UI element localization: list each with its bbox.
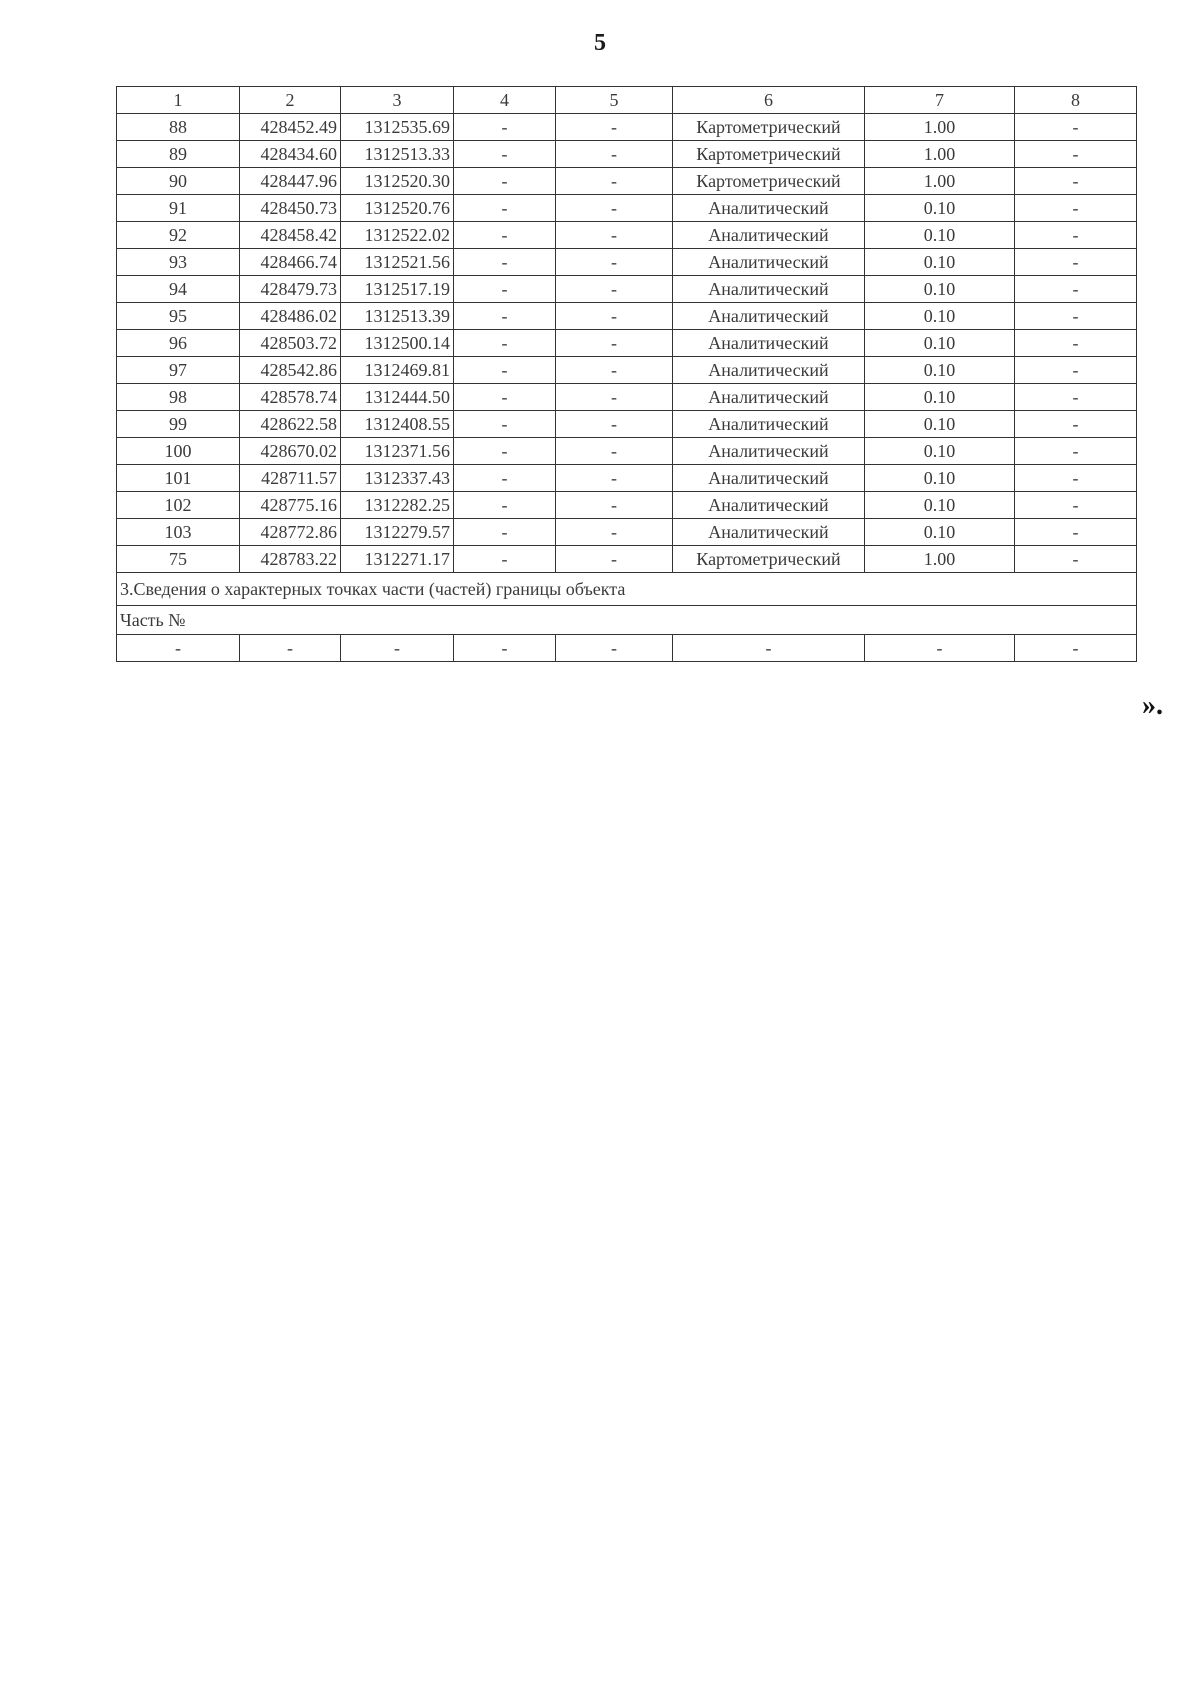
table-cell-col-4: - [454, 492, 556, 519]
table-cell-col-7: 1.00 [865, 546, 1015, 573]
table-cell-col-5: - [556, 546, 673, 573]
table-cell-col-4: - [454, 303, 556, 330]
table-cell-col-7: 0.10 [865, 330, 1015, 357]
table-cell-col-1: 1 [117, 87, 240, 114]
table-cell-col-5: - [556, 195, 673, 222]
table-cell-col-6: Аналитический [673, 519, 865, 546]
table-cell-col-3: 1312282.25 [341, 492, 454, 519]
table-cell-col-6: Аналитический [673, 465, 865, 492]
table-row [117, 222, 1137, 249]
table-cell-col-8: - [1015, 519, 1137, 546]
table-cell-col-2: 428503.72 [240, 330, 341, 357]
table-cell-col-3: 1312371.56 [341, 438, 454, 465]
table-cell-col-2: 428486.02 [240, 303, 341, 330]
table-cell-col-8: - [1015, 384, 1137, 411]
table-cell-col-1: 98 [117, 384, 240, 411]
table-cell-col-7: 1.00 [865, 168, 1015, 195]
table-cell-col-1: 96 [117, 330, 240, 357]
table-row [117, 384, 1137, 411]
table-cell-col-2: 428466.74 [240, 249, 341, 276]
coordinates-table [116, 86, 1137, 662]
table-cell-col-4: - [454, 357, 556, 384]
table-cell-col-1: 97 [117, 357, 240, 384]
table-row [117, 492, 1137, 519]
table-cell-col-3: 1312520.76 [341, 195, 454, 222]
table-cell-col-2: 428447.96 [240, 168, 341, 195]
table-cell-col-6: Аналитический [673, 357, 865, 384]
table-cell-col-1: 100 [117, 438, 240, 465]
table-cell-col-7: 0.10 [865, 384, 1015, 411]
table-cell-col-3: 1312522.02 [341, 222, 454, 249]
table-cell-col-6: Аналитический [673, 438, 865, 465]
table-cell-col-6: 6 [673, 87, 865, 114]
table-cell-col-8: - [1015, 438, 1137, 465]
table-cell-col-7: 0.10 [865, 276, 1015, 303]
table-cell-col-6: Аналитический [673, 492, 865, 519]
table-cell-col-6: Аналитический [673, 249, 865, 276]
table-cell-col-1: 91 [117, 195, 240, 222]
table-cell-col-4: - [454, 438, 556, 465]
table-cell-col-2: 428452.49 [240, 114, 341, 141]
table-cell-col-3: 1312408.55 [341, 411, 454, 438]
table-cell-col-2: 428711.57 [240, 465, 341, 492]
table-cell-col-1: 102 [117, 492, 240, 519]
table-cell-col-1: 101 [117, 465, 240, 492]
table-cell-col-6: Аналитический [673, 330, 865, 357]
table-cell-col-7: 0.10 [865, 519, 1015, 546]
table-row [117, 114, 1137, 141]
table-row [117, 276, 1137, 303]
table-row [117, 546, 1137, 573]
table-cell-col-7: 0.10 [865, 303, 1015, 330]
table-cell-col-7: 0.10 [865, 411, 1015, 438]
table-cell-col-8: - [1015, 195, 1137, 222]
table-cell-col-1: 93 [117, 249, 240, 276]
table-cell-col-8: - [1015, 411, 1137, 438]
table-cell-col-1: 75 [117, 546, 240, 573]
table-cell-col-5: - [556, 303, 673, 330]
table-cell-col-7: 0.10 [865, 465, 1015, 492]
table-cell-col-8: - [1015, 222, 1137, 249]
table-cell-col-7: 0.10 [865, 492, 1015, 519]
table-cell-col-5: - [556, 357, 673, 384]
table-cell-col-6: Аналитический [673, 411, 865, 438]
section-heading-row [117, 573, 1137, 606]
table-cell-col-4: - [454, 411, 556, 438]
table-row [117, 330, 1137, 357]
table-cell-col-6: Картометрический [673, 141, 865, 168]
table-cell-col-2: 428458.42 [240, 222, 341, 249]
table-cell-col-8: - [1015, 357, 1137, 384]
table-cell-col-4: - [454, 384, 556, 411]
table-row [117, 411, 1137, 438]
table-cell-col-1: 88 [117, 114, 240, 141]
table-cell-col-4: - [454, 330, 556, 357]
table-cell-col-3: 1312520.30 [341, 168, 454, 195]
table-cell-col-1: 103 [117, 519, 240, 546]
table-cell-col-1: - [117, 635, 240, 662]
table-cell-col-6: Картометрический [673, 114, 865, 141]
table-cell-col-2: 428772.86 [240, 519, 341, 546]
table-cell-col-2: 428450.73 [240, 195, 341, 222]
closing-quote: ». [1142, 690, 1163, 721]
page-number: 5 [594, 30, 606, 56]
table-cell-col-6: Аналитический [673, 384, 865, 411]
table-cell-col-3: 1312521.56 [341, 249, 454, 276]
table-cell-col-1: 90 [117, 168, 240, 195]
table-cell-col-3: 1312517.19 [341, 276, 454, 303]
table-cell-col-5: - [556, 249, 673, 276]
table-cell-col-6: Аналитический [673, 276, 865, 303]
table-cell-col-3: 1312513.39 [341, 303, 454, 330]
table-cell-col-3: - [341, 635, 454, 662]
table-cell-col-2: 428775.16 [240, 492, 341, 519]
table-cell-col-1: 94 [117, 276, 240, 303]
table-cell-col-5: - [556, 384, 673, 411]
table-cell-col-3: 1312500.14 [341, 330, 454, 357]
table-row [117, 438, 1137, 465]
table-cell-col-3: 1312337.43 [341, 465, 454, 492]
table-cell-col-5: - [556, 438, 673, 465]
table-cell-col-5: - [556, 635, 673, 662]
table-cell-col-3: 3 [341, 87, 454, 114]
table-row [117, 249, 1137, 276]
table-cell-col-1: 95 [117, 303, 240, 330]
table-cell-col-4: - [454, 465, 556, 492]
table-cell-col-8: - [1015, 330, 1137, 357]
table-cell-col-2: 428479.73 [240, 276, 341, 303]
table-cell-col-4: - [454, 141, 556, 168]
table-cell-col-1: 89 [117, 141, 240, 168]
part-label-row [117, 606, 1137, 635]
table-row [117, 141, 1137, 168]
table-cell-col-7: 0.10 [865, 222, 1015, 249]
table-row [117, 357, 1137, 384]
table-cell-col-2: 428578.74 [240, 384, 341, 411]
table-cell-col-6: Аналитический [673, 222, 865, 249]
table-cell-col-2: 2 [240, 87, 341, 114]
table-cell-col-4: - [454, 546, 556, 573]
table-cell-col-2: 428542.86 [240, 357, 341, 384]
table-cell-col-7: 0.10 [865, 249, 1015, 276]
table-cell-col-5: - [556, 330, 673, 357]
table-cell-col-5: - [556, 141, 673, 168]
table-cell-col-5: - [556, 492, 673, 519]
table-cell-col-4: - [454, 222, 556, 249]
table-cell-col-6: - [673, 635, 865, 662]
table-cell-col-3: 1312513.33 [341, 141, 454, 168]
table-cell-col-2: 428670.02 [240, 438, 341, 465]
table-header-row [117, 87, 1137, 114]
part-label: Часть № [117, 606, 1137, 635]
table-cell-col-3: 1312279.57 [341, 519, 454, 546]
table-cell-col-5: - [556, 519, 673, 546]
table-cell-col-8: - [1015, 492, 1137, 519]
table-cell-col-5: - [556, 411, 673, 438]
table-cell-col-3: 1312535.69 [341, 114, 454, 141]
table-cell-col-8: - [1015, 249, 1137, 276]
table-cell-col-5: - [556, 168, 673, 195]
table-cell-col-7: 0.10 [865, 357, 1015, 384]
table-cell-col-7: 7 [865, 87, 1015, 114]
table-cell-col-5: 5 [556, 87, 673, 114]
empty-part-row [117, 635, 1137, 662]
table-cell-col-8: - [1015, 635, 1137, 662]
table-cell-col-7: 0.10 [865, 195, 1015, 222]
table-row [117, 195, 1137, 222]
table-cell-col-5: - [556, 465, 673, 492]
table-row [117, 519, 1137, 546]
section-heading: 3.Сведения о характерных точках части (частей) границы объекта [117, 573, 1137, 606]
table-cell-col-7: 0.10 [865, 438, 1015, 465]
table-cell-col-4: - [454, 519, 556, 546]
table-cell-col-6: Картометрический [673, 168, 865, 195]
table-cell-col-1: 92 [117, 222, 240, 249]
table-cell-col-5: - [556, 276, 673, 303]
table-cell-col-2: - [240, 635, 341, 662]
table-cell-col-7: - [865, 635, 1015, 662]
table-row [117, 465, 1137, 492]
table-cell-col-2: 428434.60 [240, 141, 341, 168]
table-cell-col-2: 428783.22 [240, 546, 341, 573]
table-cell-col-8: - [1015, 465, 1137, 492]
table-cell-col-8: 8 [1015, 87, 1137, 114]
coordinates-table-container [116, 86, 1137, 662]
table-cell-col-4: - [454, 168, 556, 195]
table-cell-col-4: - [454, 249, 556, 276]
table-cell-col-8: - [1015, 141, 1137, 168]
table-cell-col-1: 99 [117, 411, 240, 438]
table-cell-col-6: Аналитический [673, 195, 865, 222]
table-cell-col-4: - [454, 114, 556, 141]
table-cell-col-8: - [1015, 303, 1137, 330]
table-cell-col-5: - [556, 222, 673, 249]
table-row [117, 168, 1137, 195]
table-cell-col-4: - [454, 635, 556, 662]
table-cell-col-3: 1312469.81 [341, 357, 454, 384]
table-cell-col-7: 1.00 [865, 141, 1015, 168]
table-cell-col-8: - [1015, 114, 1137, 141]
table-cell-col-5: - [556, 114, 673, 141]
table-cell-col-3: 1312444.50 [341, 384, 454, 411]
table-cell-col-8: - [1015, 546, 1137, 573]
table-row [117, 303, 1137, 330]
table-cell-col-4: - [454, 195, 556, 222]
table-cell-col-7: 1.00 [865, 114, 1015, 141]
table-cell-col-8: - [1015, 168, 1137, 195]
table-cell-col-3: 1312271.17 [341, 546, 454, 573]
table-cell-col-4: - [454, 276, 556, 303]
table-cell-col-6: Аналитический [673, 303, 865, 330]
table-cell-col-4: 4 [454, 87, 556, 114]
table-cell-col-6: Картометрический [673, 546, 865, 573]
table-cell-col-8: - [1015, 276, 1137, 303]
table-body [117, 87, 1137, 662]
table-cell-col-2: 428622.58 [240, 411, 341, 438]
